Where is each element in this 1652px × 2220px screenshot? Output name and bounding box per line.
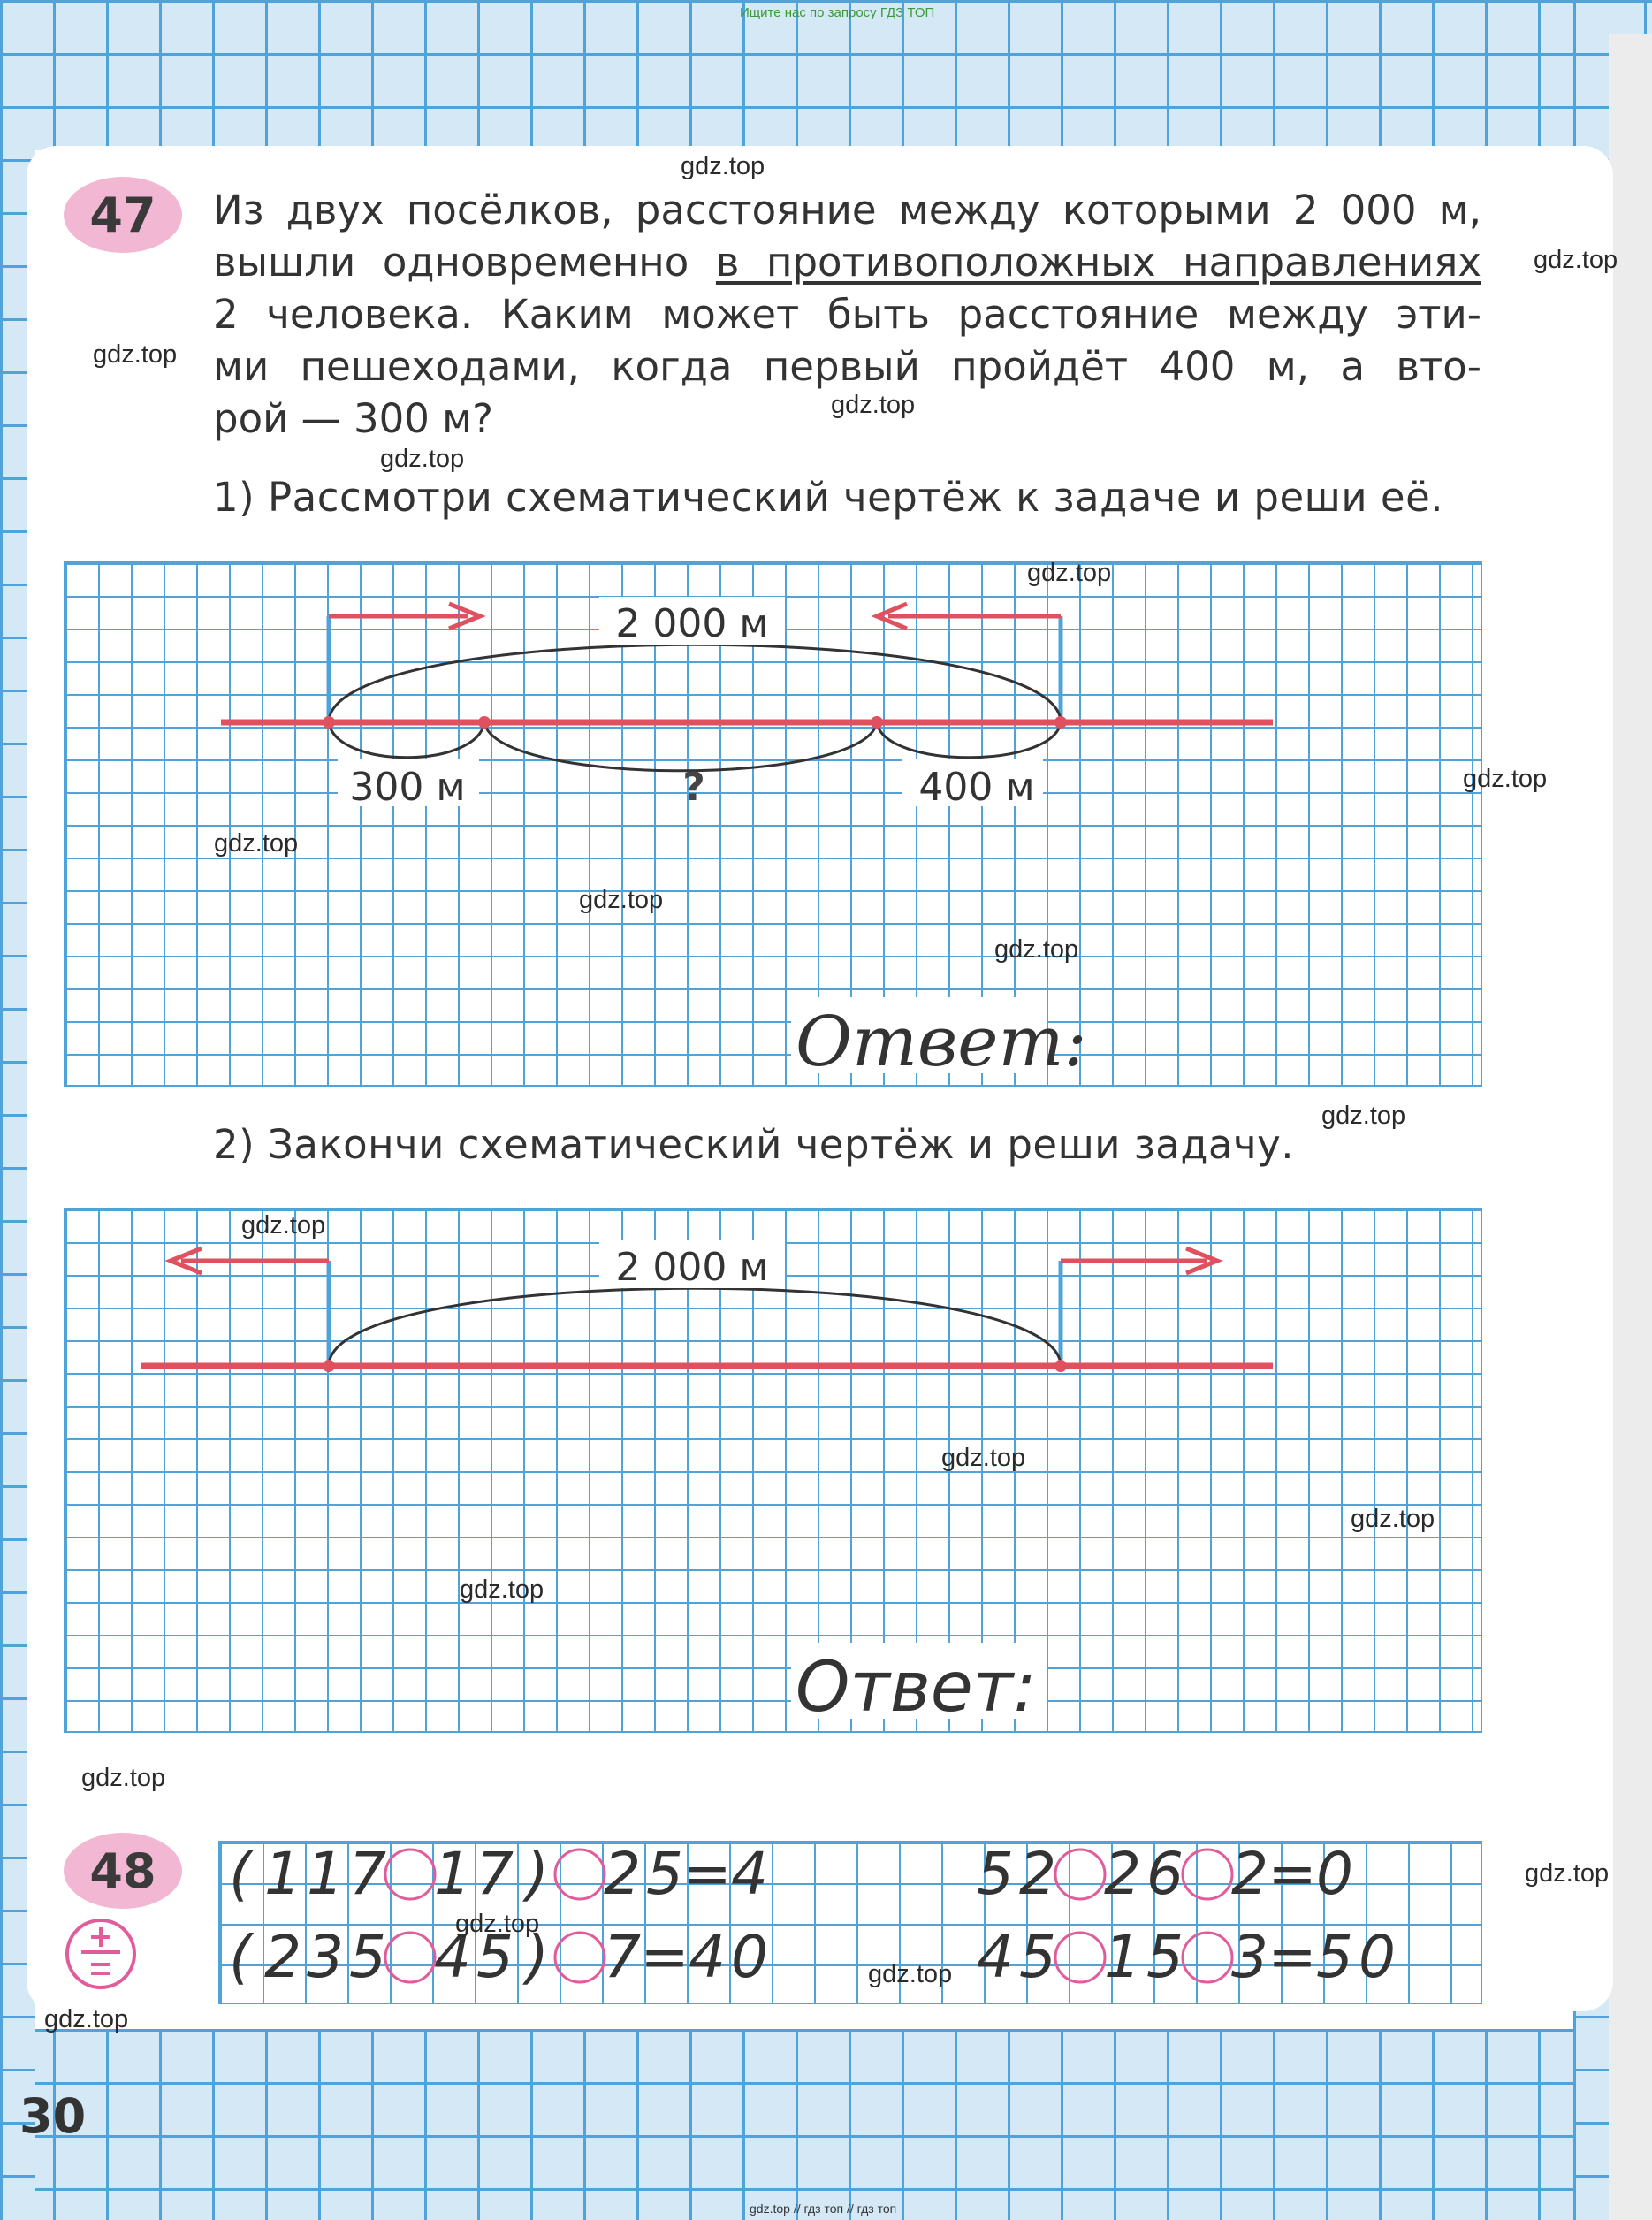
expression-symbol: 7 xyxy=(476,1840,514,1908)
operation-circle[interactable] xyxy=(555,1850,605,1899)
expression-symbol: = xyxy=(682,1840,732,1908)
expression-symbol: 5 xyxy=(1146,1923,1184,1991)
expression-symbol: 7 xyxy=(604,1923,641,1991)
expression-symbol: 5 xyxy=(349,1923,386,1991)
expression-symbol: = xyxy=(1268,1840,1317,1908)
expression-symbol: 5 xyxy=(646,1840,683,1908)
operation-circle[interactable] xyxy=(1183,1850,1232,1899)
watermark: gdz.top xyxy=(455,1910,540,1938)
expression-symbol: 2 xyxy=(1019,1840,1056,1908)
operation-circle[interactable] xyxy=(385,1933,435,1982)
watermark: gdz.top xyxy=(994,935,1079,964)
watermark: gdz.top xyxy=(81,1764,166,1792)
operation-circle[interactable] xyxy=(555,1933,605,1982)
expression-symbol: 1 xyxy=(307,1840,344,1908)
diagram-1-question-mark: ? xyxy=(682,765,705,810)
expression-symbol: ( xyxy=(229,1840,252,1908)
expression-symbol: 4 xyxy=(977,1923,1014,1991)
watermark: gdz.top xyxy=(579,886,664,914)
watermark: gdz.top xyxy=(831,391,916,419)
page-number: 30 xyxy=(19,2088,87,2144)
diagram-1-right-label: 400 м xyxy=(918,765,1035,810)
watermark: gdz.top xyxy=(380,445,465,473)
expression-symbol: 4 xyxy=(731,1840,768,1908)
bottom-notice: gdz.top // гдз топ // гдз топ xyxy=(750,2201,897,2216)
task-47-number: 47 xyxy=(89,187,156,243)
task-47-line-1: Из двух посёлков, расстояние между которыми 2 000 м, xyxy=(213,187,1481,233)
expression-symbol: 5 xyxy=(1316,1923,1353,1991)
expression-symbol: 3 xyxy=(1231,1923,1268,1991)
expression-symbol: ) xyxy=(526,1923,549,1991)
watermark: gdz.top xyxy=(1534,246,1618,274)
expression-symbol: 2 xyxy=(1231,1840,1268,1908)
task-47-line-3: 2 человека. Каким может быть расстояние между эти- xyxy=(213,291,1481,338)
expression-symbol: 4 xyxy=(689,1923,726,1991)
watermark: gdz.top xyxy=(460,1575,544,1604)
answer-2-label: Ответ: xyxy=(796,1648,1037,1728)
expression-symbol: 5 xyxy=(476,1923,514,1991)
task-47-line-2a: вышли одновременно xyxy=(213,239,689,286)
expression-symbol: 5 xyxy=(1019,1923,1056,1991)
expression-symbol: ( xyxy=(229,1923,252,1991)
expression-symbol: 7 xyxy=(349,1840,386,1908)
diagram-1-total-label: 2 000 м xyxy=(615,601,769,646)
step-1-instruction: 1) Рассмотри схематический чертёж к задаче и реши её. xyxy=(213,474,1444,521)
watermark: gdz.top xyxy=(44,2005,129,2033)
watermark: gdz.top xyxy=(214,829,299,858)
watermark: gdz.top xyxy=(241,1211,326,1240)
expression-symbol: 2 xyxy=(1104,1840,1141,1908)
expression-symbol: 0 xyxy=(731,1923,768,1991)
watermark: gdz.top xyxy=(93,340,178,369)
expression-symbol: 6 xyxy=(1146,1840,1184,1908)
answer-1-label: Ответ: xyxy=(796,1003,1087,1082)
operation-circle[interactable] xyxy=(385,1850,435,1899)
watermark: gdz.top xyxy=(681,152,765,180)
diagram-2-total-label: 2 000 м xyxy=(615,1245,769,1290)
operation-circle[interactable] xyxy=(1055,1850,1105,1899)
operation-circle[interactable] xyxy=(1055,1933,1105,1982)
expression-symbol: 0 xyxy=(1316,1840,1353,1908)
expression-symbol: 1 xyxy=(264,1840,301,1908)
watermark: gdz.top xyxy=(1463,765,1548,793)
task-47-line-5: рой — 300 м? xyxy=(213,395,493,442)
watermark: gdz.top xyxy=(941,1444,1026,1472)
expression-symbol: 0 xyxy=(1359,1923,1396,1991)
expression-symbol: 2 xyxy=(264,1923,301,1991)
expression-symbol: 5 xyxy=(977,1840,1014,1908)
expression-symbol: ) xyxy=(526,1840,549,1908)
expression-symbol: 1 xyxy=(434,1840,471,1908)
expression-symbol: 1 xyxy=(1104,1923,1141,1991)
watermark: gdz.top xyxy=(868,1960,953,1988)
top-notice: Ищите нас по запросу ГДЗ ТОП xyxy=(740,5,935,20)
task-47-line-4: ми пешеходами, когда первый пройдёт 400 м, а вто- xyxy=(213,343,1481,390)
operation-circle[interactable] xyxy=(1183,1933,1232,1982)
watermark: gdz.top xyxy=(1027,559,1112,587)
watermark: gdz.top xyxy=(1351,1505,1435,1533)
watermark: gdz.top xyxy=(1525,1859,1610,1888)
expression-symbol: 4 xyxy=(434,1923,471,1991)
task-47-underlined-phrase: в противоположных направлениях xyxy=(715,239,1481,286)
diagram-1-left-label: 300 м xyxy=(349,765,466,810)
watermark: gdz.top xyxy=(1321,1102,1406,1130)
expression-symbol: 2 xyxy=(604,1840,641,1908)
expression-symbol: = xyxy=(1268,1923,1317,1991)
task-48-number: 48 xyxy=(89,1842,156,1899)
expression-symbol: = xyxy=(640,1923,689,1991)
step-2-instruction: 2) Закончи схематический чертёж и реши задачу. xyxy=(213,1121,1295,1168)
expression-symbol: 3 xyxy=(307,1923,344,1991)
